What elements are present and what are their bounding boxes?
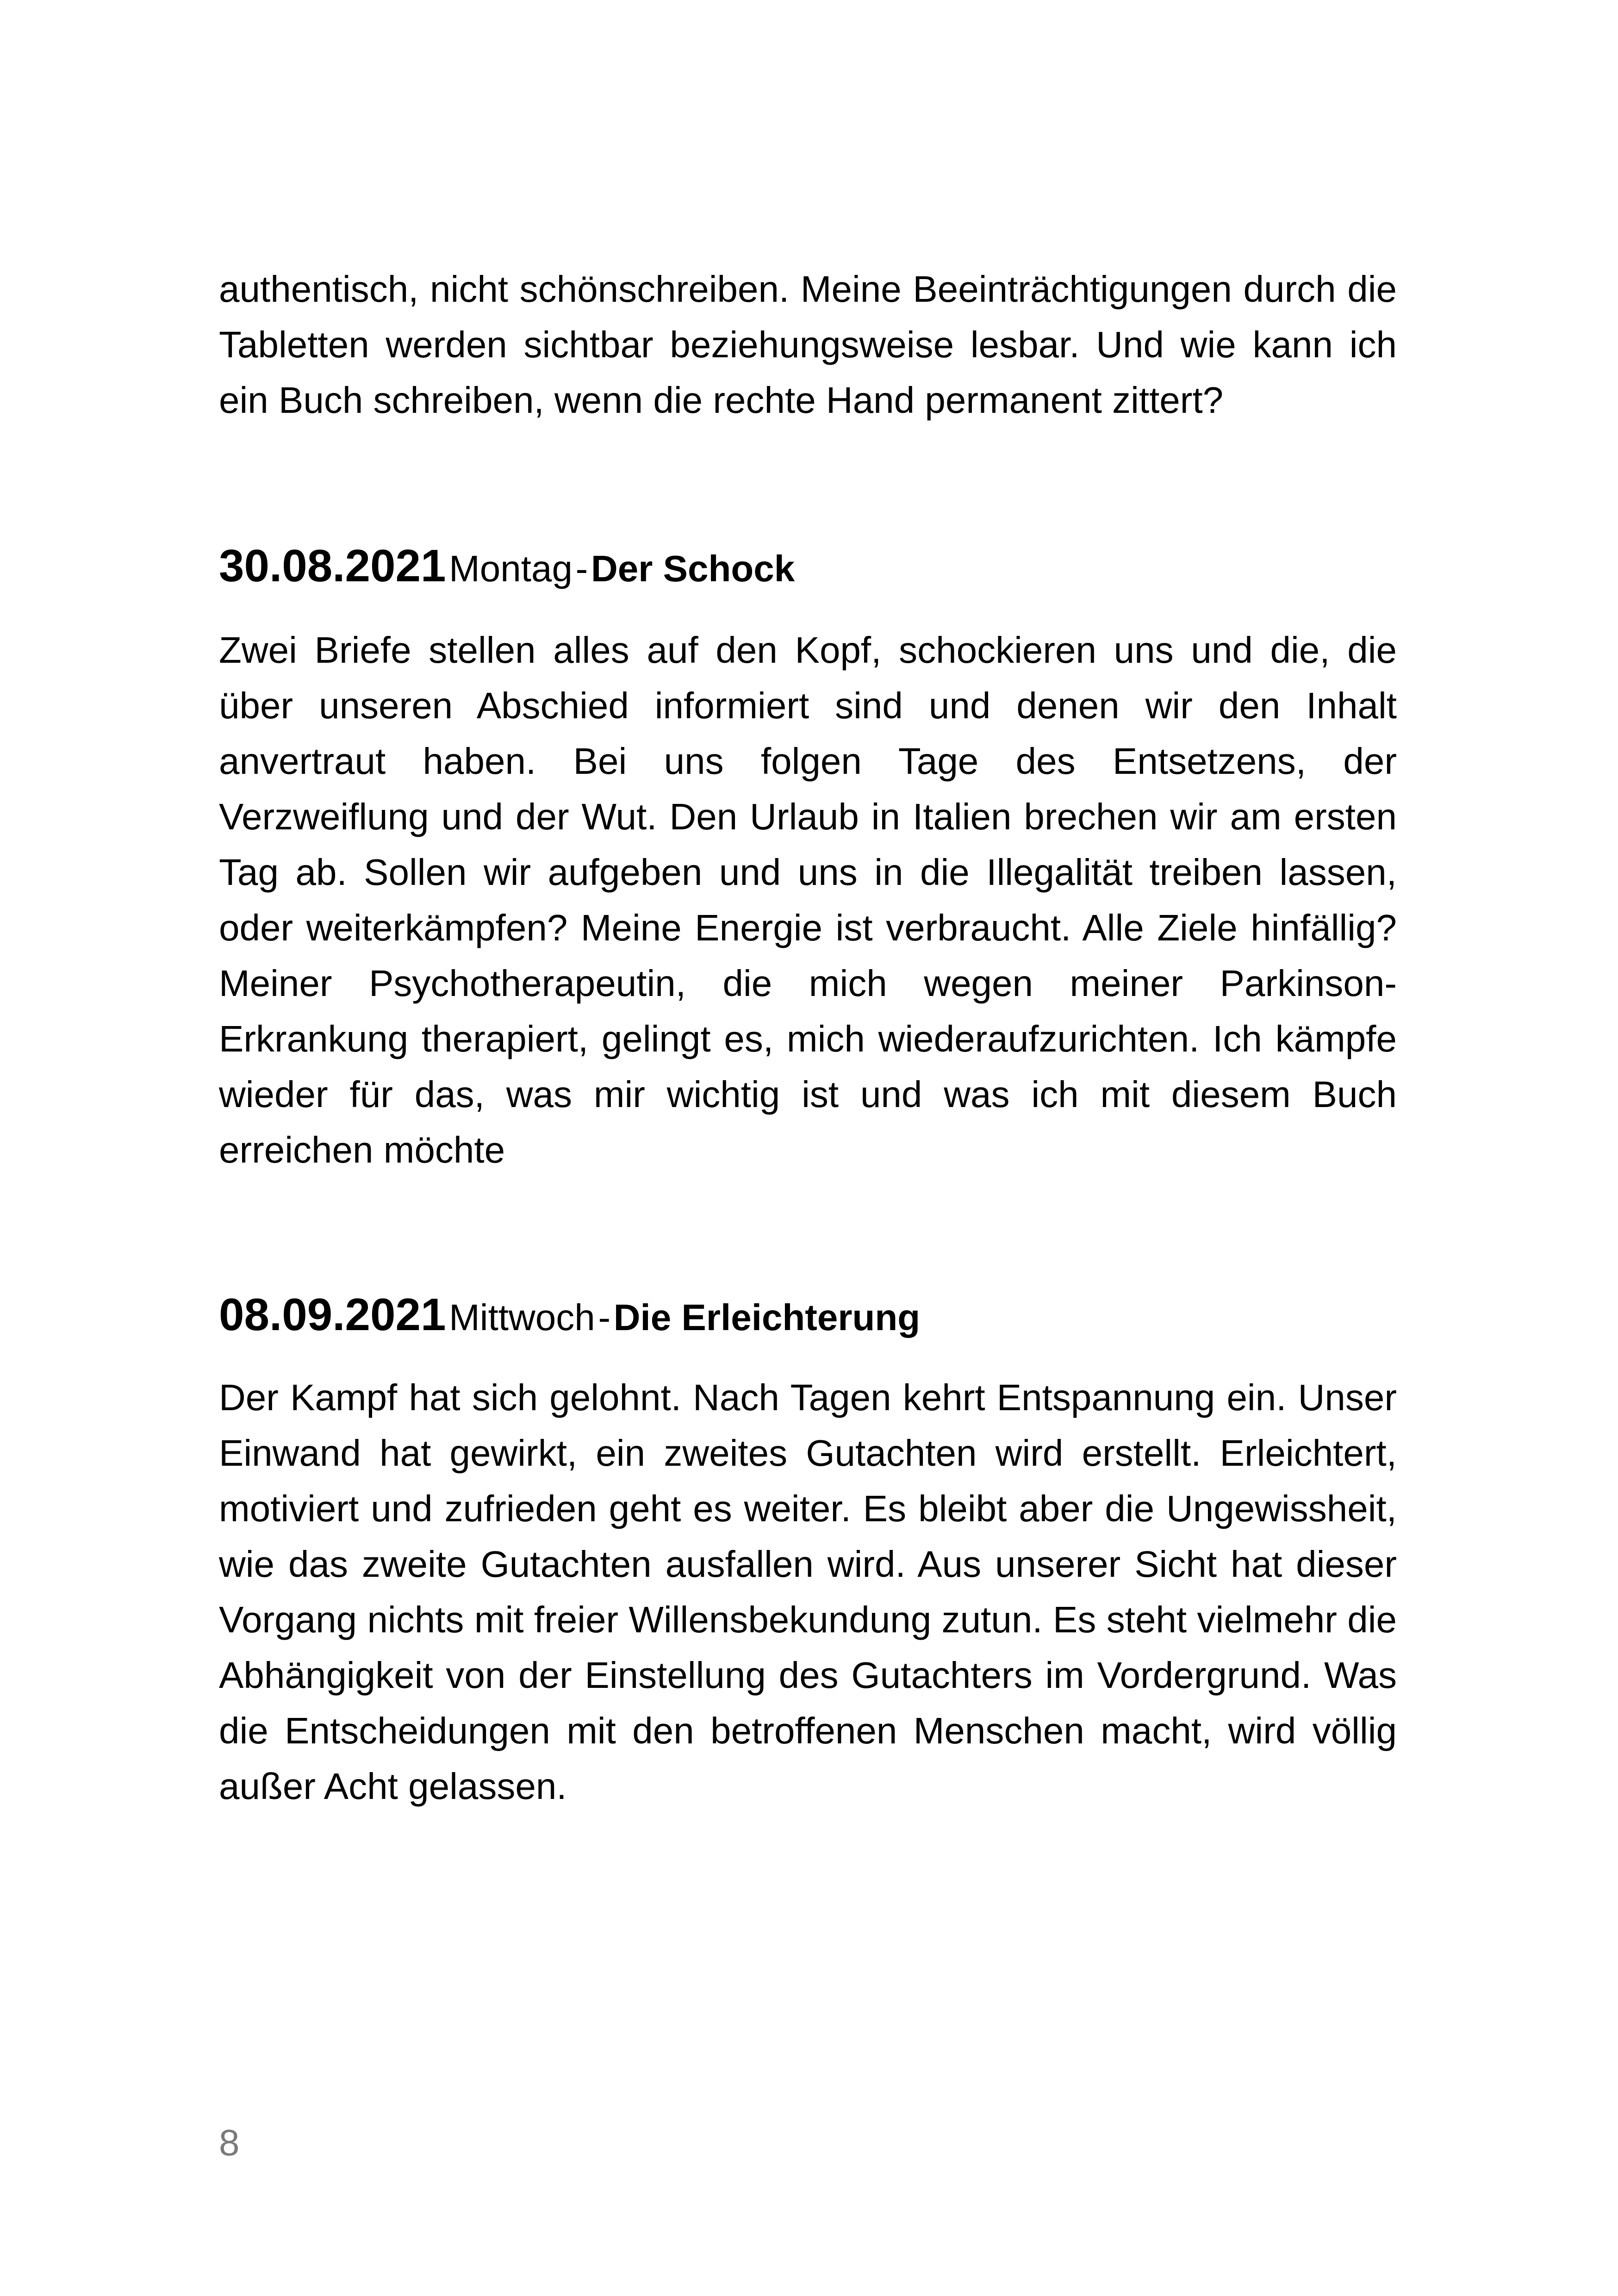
entry-date: 30.08.2021 [219, 540, 446, 591]
entry-heading-1 [219, 538, 1397, 606]
entry-separator: - [598, 1297, 611, 1338]
page-number: 8 [219, 2122, 240, 2163]
entry-body-2: Der Kampf hat sich gelohnt. Nach Tagen kehrt Entspannung ein. Unser Einwand hat gewirkt, ein zweites Gutachten wird erstellt. Erleichtert, motiviert und zufrieden geht es weiter. Es bleibt aber die Ungewissheit, wie das zweite Gutachten ausfallen wird. Aus unserer Sicht hat dieser Vorgang nichts mit freier Willensbekundung zutun. Es steht vielmehr die Abhängigkeit von der Einstellung des Gutachters im Vordergrund. Was die Entscheidungen mit den betroffenen Menschen macht, wird völlig außer Acht gelassen. [219, 1377, 1397, 1807]
entry-title: Der Schock [591, 548, 795, 589]
entry-title: Die Erleichterung [613, 1297, 921, 1338]
entry-weekday: Mittwoch [449, 1297, 595, 1338]
entry-separator: - [575, 548, 588, 589]
entry-heading-2 [219, 1287, 1397, 1355]
entry-weekday: Montag [449, 548, 573, 589]
intro-paragraph: authentisch, nicht schönschreiben. Meine Beeinträchtigungen durch die Tabletten werden sichtbar beziehungsweise lesbar. Und wie kann ich ein Buch schreiben, wenn die rechte Hand permanent zittert? [219, 268, 1397, 421]
entry-date: 08.09.2021 [219, 1289, 446, 1340]
entry-body-1: Zwei Briefe stellen alles auf den Kopf, schockieren uns und die, die über unseren Abschied informiert sind und denen wir den Inhalt anvertraut haben. Bei uns folgen Tage des Entsetzens, der Verzweiflung und der Wut. Den Urlaub in Italien brechen wir am ersten Tag ab. Sollen wir aufgeben und uns in die Illegalität treiben lassen, oder weiterkämpfen? Meine Energie ist verbraucht. Alle Ziele hinfällig? Meiner Psychotherapeutin, die mich wegen meiner Parkinson-Erkrankung therapiert, gelingt es, mich wiederaufzurichten. Ich kämpfe wieder für das, was mir wichtig ist und was ich mit diesem Buch erreichen möchte [219, 629, 1397, 1170]
